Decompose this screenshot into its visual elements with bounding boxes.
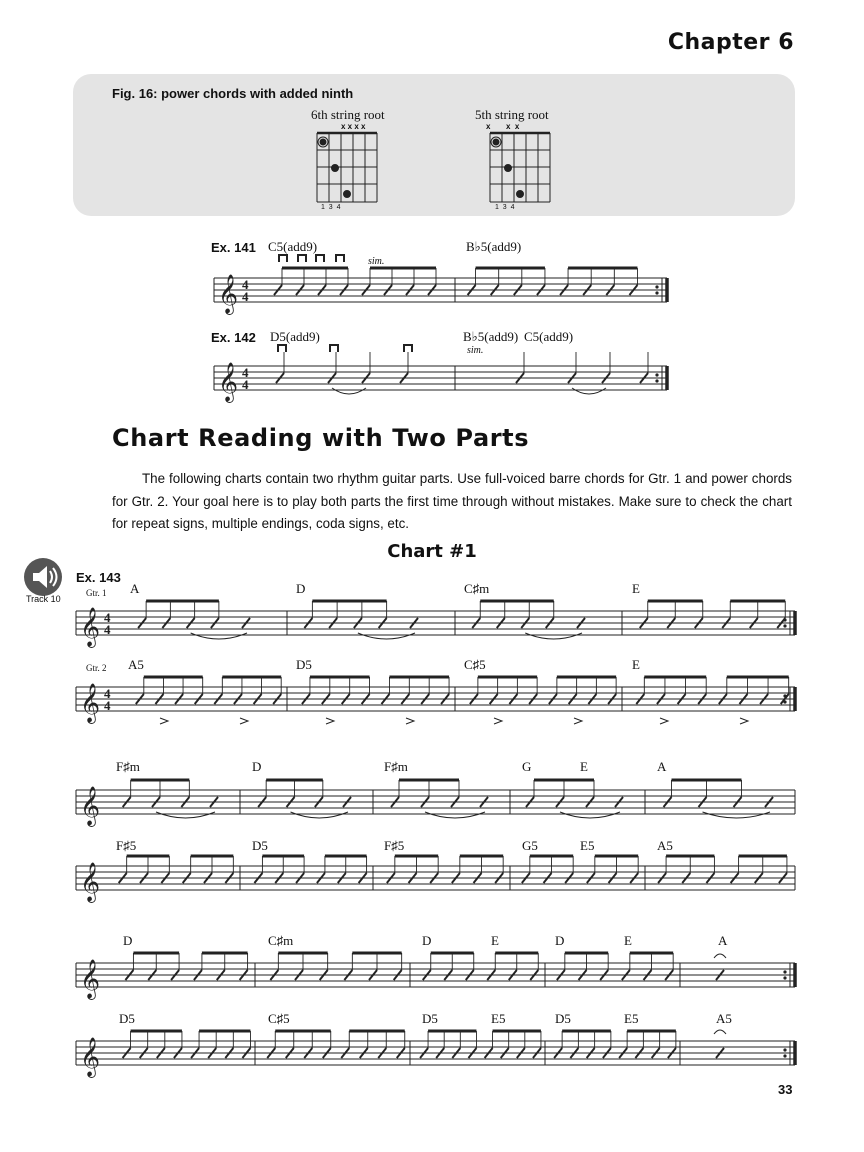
ex142-chord-2: B♭5(add9) xyxy=(463,329,519,344)
diagram-fingering-5th: 1 3 4 xyxy=(495,204,515,211)
ex141-chord-2: B♭5(add9) xyxy=(466,239,522,254)
chord-symbol: G xyxy=(522,759,532,774)
tie xyxy=(703,812,771,818)
chord-symbol: C♯m xyxy=(268,933,294,948)
accent-mark xyxy=(494,718,502,724)
diagram-muted-5th: x x x xyxy=(486,122,520,131)
chord-symbol: A5 xyxy=(128,657,144,672)
accent-mark xyxy=(740,718,748,724)
ex142-chord-3: C5(add9) xyxy=(524,329,574,344)
diagram-label-5th: 5th string root xyxy=(475,107,549,122)
chord-symbol: D xyxy=(296,581,306,596)
chord-symbol: E xyxy=(491,933,499,948)
chord-symbol: A xyxy=(130,581,140,596)
chord-symbol: E xyxy=(632,581,640,596)
track-label: Track 10 xyxy=(26,594,61,604)
time-signature: 4 xyxy=(242,365,249,380)
section-paragraph: The following charts contain two rhythm guitar parts. Use full-voiced barre chords for Gtr. 1 and power chords for Gtr. 2. Your goal here is to play both parts the first time through without mistakes. Make sure to check the chart for repeat signs, multiple endings, coda signs, etc. xyxy=(112,471,792,531)
chord-symbol: F♯m xyxy=(116,759,140,774)
chart-title: Chart #1 xyxy=(387,541,477,562)
tie xyxy=(291,812,349,818)
chord-symbol: F♯5 xyxy=(116,838,137,853)
chord-symbol: D xyxy=(555,933,565,948)
accent-mark xyxy=(326,718,334,724)
accent-mark xyxy=(660,718,668,724)
ex141-label: Ex. 141 xyxy=(211,240,256,255)
time-signature: 4 xyxy=(104,622,111,637)
figure-title: Fig. 16: power chords with added ninth xyxy=(112,86,354,101)
time-signature: 4 xyxy=(104,610,111,625)
tie xyxy=(191,633,247,639)
chord-symbol: C♯m xyxy=(464,581,490,596)
downstroke-mark xyxy=(279,255,287,262)
tie xyxy=(156,812,215,818)
tie xyxy=(425,812,485,818)
ex142-chord-1: D5(add9) xyxy=(270,329,320,344)
chord-symbol: D5 xyxy=(119,1011,135,1026)
ex142-sim: sim. xyxy=(467,345,484,356)
chord-symbol: D xyxy=(422,933,432,948)
tie xyxy=(358,633,415,639)
treble-clef: 𝄞 xyxy=(80,961,101,998)
accent-mark xyxy=(406,718,414,724)
chord-symbol: D5 xyxy=(422,1011,438,1026)
treble-clef: 𝄞 xyxy=(218,276,239,313)
ex141-sim: sim. xyxy=(368,256,385,267)
section-heading: Chart Reading with Two Parts xyxy=(112,424,530,452)
time-signature: 4 xyxy=(242,289,249,304)
repeat-dot xyxy=(783,1054,786,1057)
chord-symbol: E5 xyxy=(624,1011,639,1026)
repeat-dot xyxy=(655,373,658,376)
chord-symbol: D5 xyxy=(296,657,312,672)
gtr1-label: Gtr. 1 xyxy=(86,588,107,598)
time-signature: 4 xyxy=(104,686,111,701)
treble-clef: 𝄞 xyxy=(80,1039,101,1076)
downstroke-mark xyxy=(404,345,412,352)
chord-symbol: F♯m xyxy=(384,759,408,774)
ex142-label: Ex. 142 xyxy=(211,330,256,345)
chord-symbol: E5 xyxy=(580,838,595,853)
fermata xyxy=(714,1030,726,1034)
ex143-label: Ex. 143 xyxy=(76,570,121,585)
chord-symbol: E5 xyxy=(491,1011,506,1026)
diagram-label-6th: 6th string root xyxy=(311,107,385,122)
diagram-muted-6th: x x x x xyxy=(341,122,366,131)
tie xyxy=(572,388,606,394)
gtr2-label: Gtr. 2 xyxy=(86,663,107,673)
chord-symbol: E xyxy=(580,759,588,774)
ex141-chord-1: C5(add9) xyxy=(268,239,318,254)
downstroke-mark xyxy=(278,345,286,352)
repeat-dot xyxy=(655,291,658,294)
repeat-dot xyxy=(783,1048,786,1051)
accent-mark xyxy=(240,718,248,724)
chapter-title: Chapter 6 xyxy=(667,30,794,55)
downstroke-mark xyxy=(298,255,306,262)
accent-mark xyxy=(574,718,582,724)
downstroke-mark xyxy=(316,255,324,262)
treble-clef: 𝄞 xyxy=(80,864,101,901)
treble-clef: 𝄞 xyxy=(80,685,101,722)
time-signature: 4 xyxy=(242,377,249,392)
chord-symbol: D xyxy=(252,759,262,774)
chord-symbol: D5 xyxy=(252,838,268,853)
repeat-dot xyxy=(783,976,786,979)
chord-symbol: G5 xyxy=(522,838,538,853)
chord-symbol: E xyxy=(632,657,640,672)
diagram-fingering-6th: 1 3 4 xyxy=(321,204,341,211)
tie xyxy=(332,388,366,394)
chord-symbol: C♯5 xyxy=(464,657,486,672)
repeat-dot xyxy=(655,379,658,382)
chord-symbol: D5 xyxy=(555,1011,571,1026)
page-number: 33 xyxy=(778,1082,793,1097)
treble-clef: 𝄞 xyxy=(80,788,101,825)
tie xyxy=(525,633,582,639)
chord-symbol: A xyxy=(657,759,667,774)
chord-symbol: A xyxy=(718,933,728,948)
repeat-dot xyxy=(655,285,658,288)
repeat-dot xyxy=(783,624,786,627)
downstroke-mark xyxy=(336,255,344,262)
tie xyxy=(560,812,620,818)
chord-symbol: A5 xyxy=(716,1011,732,1026)
downstroke-mark xyxy=(330,345,338,352)
treble-clef: 𝄞 xyxy=(218,364,239,401)
time-signature: 4 xyxy=(242,277,249,292)
accent-mark xyxy=(160,718,168,724)
treble-clef: 𝄞 xyxy=(80,609,101,646)
chord-symbol: C♯5 xyxy=(268,1011,290,1026)
chord-symbol: F♯5 xyxy=(384,838,405,853)
chord-symbol: A5 xyxy=(657,838,673,853)
time-signature: 4 xyxy=(104,698,111,713)
chord-symbol: D xyxy=(123,933,133,948)
chord-symbol: E xyxy=(624,933,632,948)
fermata xyxy=(714,954,726,958)
repeat-dot xyxy=(783,970,786,973)
